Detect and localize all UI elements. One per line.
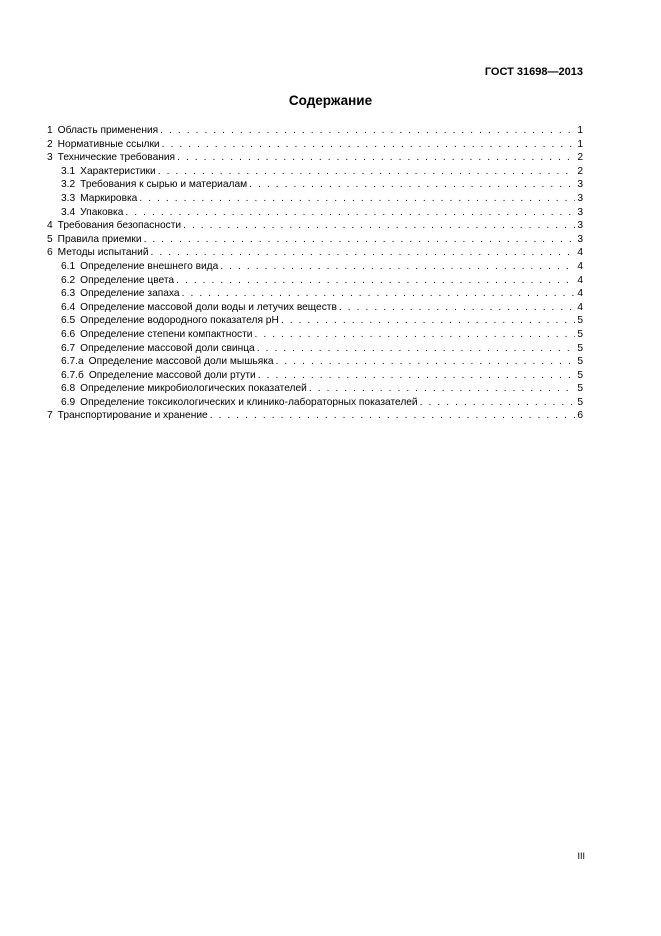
- toc-entry-number: 7: [47, 410, 53, 422]
- toc-entry-number: 6.4: [61, 301, 76, 313]
- toc-entry[interactable]: [47, 274, 583, 288]
- page-title: Содержание: [288, 93, 373, 108]
- toc-entry-page: 3: [577, 179, 583, 191]
- dot-leader: [254, 328, 575, 342]
- toc-entry[interactable]: [47, 287, 583, 301]
- document-number: ГОСТ 31698—2013: [484, 66, 583, 78]
- dot-leader: [162, 138, 576, 152]
- toc-entry-title: Определение степени компактности: [80, 328, 253, 340]
- dot-leader: [257, 342, 576, 356]
- toc-entry-number: 3.2: [61, 179, 76, 191]
- toc-entry-page: 5: [577, 369, 583, 381]
- toc-entry[interactable]: [47, 342, 583, 356]
- dot-leader: [276, 355, 576, 369]
- toc-entry-title: Требования к сырью и материалам: [80, 179, 248, 191]
- toc-entry-title: Определение цвета: [80, 274, 175, 286]
- toc-entry[interactable]: [47, 328, 583, 342]
- toc-entry-page: 4: [577, 247, 583, 259]
- dot-leader: [160, 124, 575, 138]
- toc-entry-title: Упаковка: [80, 206, 124, 218]
- toc-entry-page: 2: [577, 165, 583, 177]
- toc-entry-page: 6: [577, 410, 583, 422]
- table-of-contents: [47, 124, 583, 423]
- toc-entry[interactable]: [47, 192, 583, 206]
- toc-entry[interactable]: [47, 246, 583, 260]
- toc-entry[interactable]: [47, 409, 583, 423]
- toc-entry-number: 6.2: [61, 274, 76, 286]
- toc-entry[interactable]: [47, 138, 583, 152]
- toc-entry-number: 1: [47, 125, 53, 136]
- toc-entry[interactable]: [47, 314, 583, 328]
- toc-entry-title: Правила приемки: [57, 233, 142, 245]
- dot-leader: [182, 287, 576, 301]
- dot-leader: [420, 396, 576, 410]
- toc-entry-title: Технические требования: [57, 152, 176, 164]
- dot-leader: [139, 192, 575, 206]
- toc-entry-page: 5: [577, 396, 583, 408]
- toc-entry-page: 3: [577, 206, 583, 218]
- dot-leader: [177, 151, 575, 165]
- toc-entry-page: 5: [577, 356, 583, 368]
- toc-entry[interactable]: [47, 355, 583, 369]
- dot-leader: [176, 274, 575, 288]
- toc-entry-title: Методы испытаний: [57, 247, 149, 259]
- toc-entry-title: Определение микробиологических показателей: [80, 383, 307, 395]
- toc-entry-number: 5: [47, 233, 53, 245]
- toc-entry[interactable]: [47, 165, 583, 179]
- toc-entry-title: Определение внешнего вида: [80, 260, 219, 272]
- toc-entry-title: Нормативные ссылки: [57, 138, 160, 150]
- toc-entry[interactable]: [47, 219, 583, 233]
- toc-entry-title: Транспортирование и хранение: [57, 410, 208, 422]
- toc-entry-title: Область применения: [57, 125, 159, 136]
- toc-entry-number: 6.1: [61, 260, 76, 272]
- toc-entry-page: 3: [577, 233, 583, 245]
- toc-entry-title: Определение водородного показателя pH: [80, 315, 279, 327]
- dot-leader: [220, 260, 575, 274]
- toc-entry-number: 6.6: [61, 328, 76, 340]
- toc-entry-number: 3.4: [61, 206, 76, 218]
- toc-entry-number: 3: [47, 152, 53, 164]
- toc-entry-page: 5: [577, 315, 583, 327]
- toc-entry-title: Характеристики: [80, 165, 156, 177]
- toc-entry-page: 2: [577, 152, 583, 164]
- toc-entry-number: 6: [47, 247, 53, 259]
- dot-leader: [281, 314, 576, 328]
- toc-entry-page: 3: [577, 192, 583, 204]
- toc-entry-page: 4: [577, 260, 583, 272]
- toc-entry-page: 4: [577, 274, 583, 286]
- dot-leader: [158, 165, 576, 179]
- toc-entry[interactable]: [47, 124, 583, 138]
- toc-entry-page: 5: [577, 342, 583, 354]
- toc-entry-page: 5: [577, 328, 583, 340]
- toc-entry[interactable]: [47, 260, 583, 274]
- dot-leader: [249, 178, 575, 192]
- page-number: III: [577, 851, 585, 861]
- toc-entry[interactable]: [47, 382, 583, 396]
- toc-entry-page: 4: [577, 288, 583, 300]
- toc-entry-number: 2: [47, 138, 53, 150]
- toc-entry[interactable]: [47, 178, 583, 192]
- toc-entry-number: 6.9: [61, 396, 76, 408]
- toc-entry[interactable]: [47, 206, 583, 220]
- toc-entry-page: 5: [577, 383, 583, 395]
- toc-entry-title: Маркировка: [80, 192, 138, 204]
- toc-entry[interactable]: [47, 151, 583, 165]
- toc-entry-page: 1: [577, 138, 583, 150]
- dot-leader: [151, 246, 576, 260]
- dot-leader: [183, 219, 575, 233]
- toc-entry-title: Требования безопасности: [57, 220, 182, 232]
- toc-entry-title: Определение массовой доли воды и летучих веществ: [80, 301, 337, 313]
- toc-entry-number: 6.5: [61, 315, 76, 327]
- toc-entry-page: 4: [577, 301, 583, 313]
- toc-entry-number: 3.1: [61, 165, 76, 177]
- toc-entry-page: 3: [577, 220, 583, 232]
- toc-entry-number: 6.7.а: [61, 356, 84, 368]
- toc-entry[interactable]: [47, 233, 583, 247]
- dot-leader: [339, 301, 575, 315]
- toc-entry-title: Определение массовой доли ртути: [88, 369, 256, 381]
- dot-leader: [210, 409, 576, 423]
- toc-entry-number: 6.3: [61, 288, 76, 300]
- toc-entry-title: Определение массовой доли мышьяка: [88, 356, 274, 368]
- toc-entry-number: 6.8: [61, 383, 76, 395]
- toc-entry-number: 3.3: [61, 192, 76, 204]
- toc-entry-number: 6.7: [61, 342, 76, 354]
- dot-leader: [309, 382, 575, 396]
- dot-leader: [144, 233, 576, 247]
- toc-entry-page: 1: [577, 125, 583, 136]
- toc-entry-title: Определение запаха: [80, 288, 180, 300]
- toc-entry-number: 4: [47, 220, 53, 232]
- toc-entry[interactable]: [47, 301, 583, 315]
- toc-entry[interactable]: [47, 396, 583, 410]
- toc-entry-number: 6.7.б: [61, 369, 84, 381]
- toc-entry-title: Определение массовой доли свинца: [80, 342, 255, 354]
- toc-entry[interactable]: [47, 369, 583, 383]
- toc-entry-title: Определение токсикологических и клинико-лабораторных показателей: [80, 396, 418, 408]
- dot-leader: [258, 369, 576, 383]
- dot-leader: [125, 206, 575, 220]
